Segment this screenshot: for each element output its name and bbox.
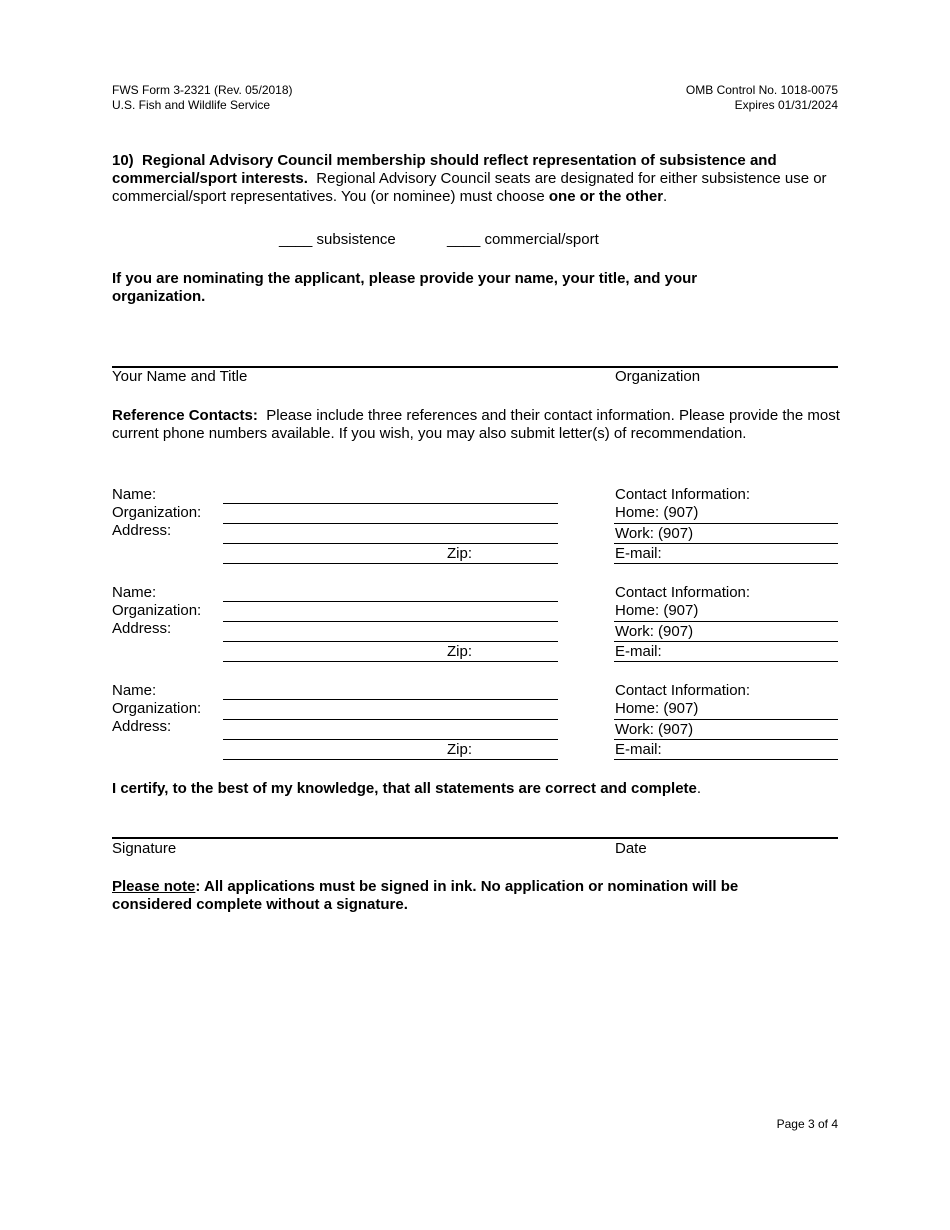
ref-work-label: Work: (907)	[615, 623, 694, 640]
ref-email-line[interactable]	[614, 759, 838, 760]
ref-home-line[interactable]	[614, 621, 838, 622]
option-commercial-sport[interactable]	[447, 231, 599, 249]
option-blank[interactable]: ____	[447, 231, 481, 248]
page-number: Page 3 of 4	[776, 1117, 838, 1131]
ref-work-label: Work: (907)	[615, 525, 694, 542]
question-10: 10) Regional Advisory Council membership should reflect representation of subsistence and commercial/sport interests. Regional Advisory Council seats are designated for either subsistence use or commercial/sport representatives. You (or nominee) must choose one or the other.	[112, 152, 827, 205]
ref-org-label: Organization:	[112, 700, 202, 717]
ref-work-line[interactable]	[614, 739, 838, 740]
reference-text: Please include three references and their contact information. Please provide the most current phone numbers available. If you wish, you may also submit letter(s) of recommendation.	[112, 407, 840, 442]
ref-home-label: Home: (907)	[615, 602, 699, 619]
note-lead: Please note	[112, 878, 196, 895]
expiration-date: Expires 01/31/2024	[734, 98, 838, 112]
reference-instructions	[112, 407, 842, 443]
form-number: FWS Form 3-2321 (Rev. 05/2018)	[112, 83, 293, 97]
ref-name-label: Name:	[112, 486, 157, 503]
question-bold-text: Regional Advisory Council membership should reflect representation of subsistence and commercial/sport interests.	[112, 152, 777, 187]
ref-home-line[interactable]	[614, 719, 838, 720]
ref-zip-label: Zip:	[447, 741, 473, 758]
ref-home-label: Home: (907)	[615, 504, 699, 521]
ref-email-line[interactable]	[614, 661, 838, 662]
question-number: 10)	[112, 152, 134, 169]
question-text: Regional Advisory Council seats are designated for either subsistence use or commercial/sport representatives. You (or nominee) must choose	[112, 170, 827, 205]
ref-org-label: Organization:	[112, 504, 202, 521]
ref-contact-label: Contact Information:	[615, 682, 751, 699]
option-label: commercial/sport	[484, 231, 599, 248]
ref-zip-line[interactable]	[223, 759, 558, 760]
ref-name-line[interactable]	[223, 699, 558, 700]
certification-text: I certify, to the best of my knowledge, that all statements are correct and complete	[112, 780, 697, 797]
ref-work-label: Work: (907)	[615, 721, 694, 738]
ref-zip-line[interactable]	[223, 661, 558, 662]
nominator-org-label: Organization	[615, 368, 701, 385]
ref-zip-label: Zip:	[447, 545, 473, 562]
ref-email-line[interactable]	[614, 563, 838, 564]
ref-work-line[interactable]	[614, 543, 838, 544]
nominator-instruction: If you are nominating the applicant, please provide your name, your title, and your organization.	[112, 270, 698, 305]
ref-name-line[interactable]	[223, 503, 558, 504]
ref-org-line[interactable]	[223, 719, 558, 720]
ref-name-line[interactable]	[223, 601, 558, 602]
ref-email-label: E-mail:	[615, 545, 662, 562]
question-emphasis: one or the other	[548, 188, 664, 205]
ref-contact-label: Contact Information:	[615, 584, 751, 601]
option-blank[interactable]: ____	[279, 231, 313, 248]
ref-org-label: Organization:	[112, 602, 202, 619]
ref-org-line[interactable]	[223, 621, 558, 622]
date-label: Date	[615, 840, 647, 857]
agency-name: U.S. Fish and Wildlife Service	[112, 98, 271, 112]
signature-label: Signature	[112, 840, 177, 857]
ref-address-label: Address:	[112, 522, 172, 539]
reference-heading: Reference Contacts:	[112, 407, 258, 424]
certification-statement: I certify, to the best of my knowledge, that all statements are correct and complete.	[112, 780, 702, 797]
ref-address-label: Address:	[112, 718, 172, 735]
ref-email-label: E-mail:	[615, 741, 662, 758]
signature-note	[112, 878, 762, 914]
omb-control: OMB Control No. 1018-0075	[685, 83, 838, 97]
option-subsistence[interactable]	[279, 231, 396, 249]
ref-address-line[interactable]	[223, 739, 558, 740]
note-text: : All applications must be signed in ink. No application or nomination will be considered complete without a signature.	[112, 878, 739, 913]
ref-address-line[interactable]	[223, 641, 558, 642]
ref-address-line[interactable]	[223, 543, 558, 544]
ref-email-label: E-mail:	[615, 643, 662, 660]
ref-contact-label: Contact Information:	[615, 486, 751, 503]
ref-org-line[interactable]	[223, 523, 558, 524]
ref-zip-line[interactable]	[223, 563, 558, 564]
ref-address-label: Address:	[112, 620, 172, 637]
ref-zip-label: Zip:	[447, 643, 473, 660]
ref-name-label: Name:	[112, 584, 157, 601]
ref-home-label: Home: (907)	[615, 700, 699, 717]
ref-home-line[interactable]	[614, 523, 838, 524]
nominator-name-label: Your Name and Title	[112, 368, 248, 385]
ref-work-line[interactable]	[614, 641, 838, 642]
option-label: subsistence	[316, 231, 396, 248]
ref-name-label: Name:	[112, 682, 157, 699]
signature-line[interactable]	[112, 837, 838, 839]
